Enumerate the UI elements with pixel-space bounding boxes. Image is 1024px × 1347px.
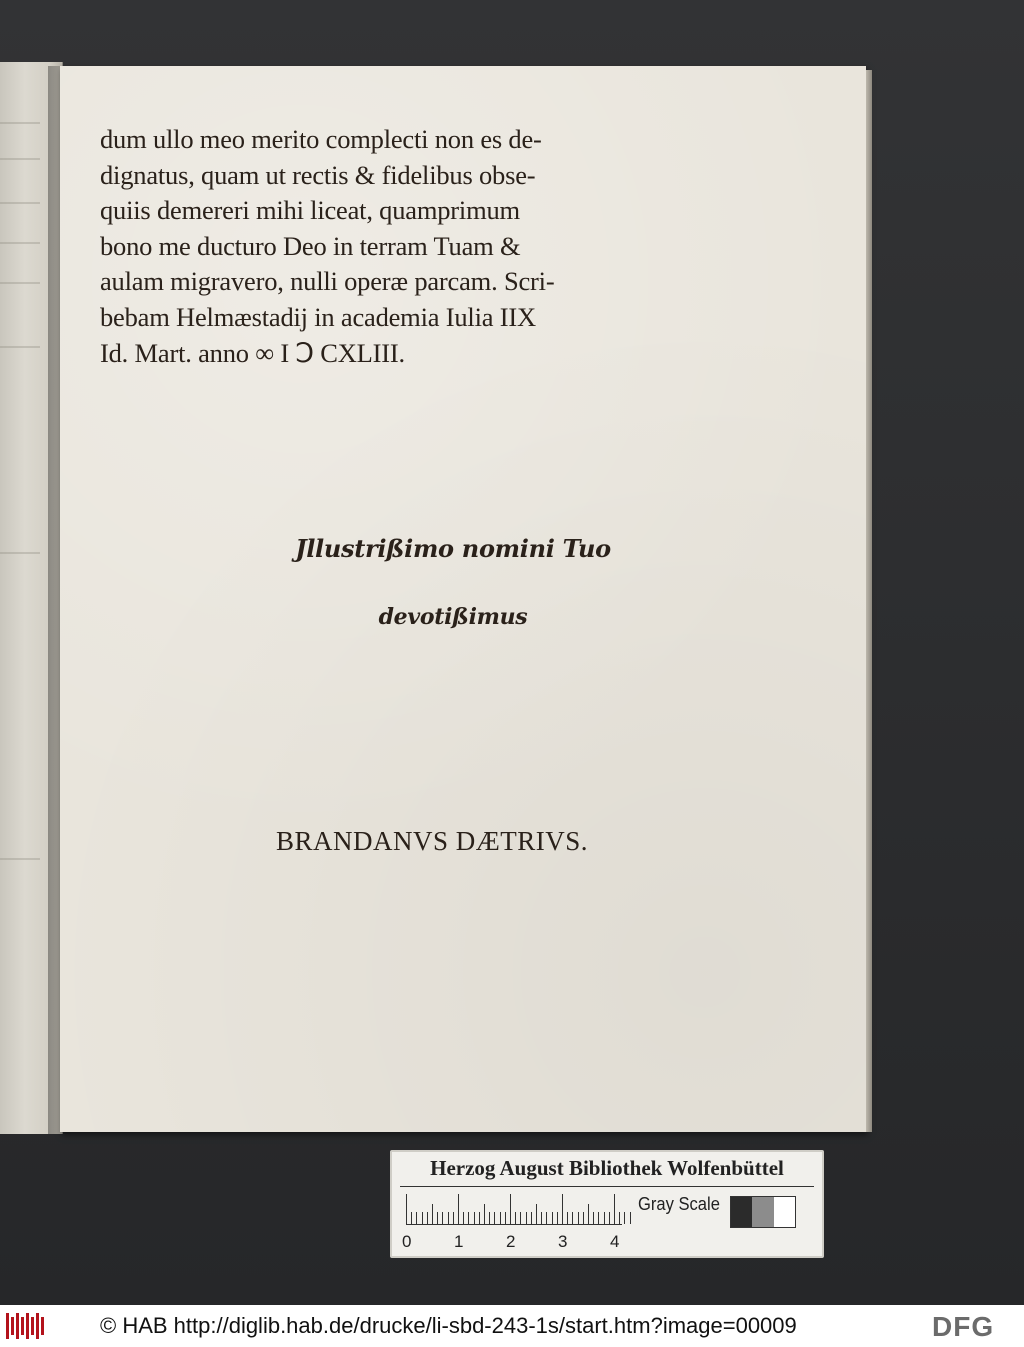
logo-bar [31,1317,34,1335]
ruler-tick [432,1204,433,1224]
ruler-tick [479,1212,480,1224]
text-line: bono me ducturo Deo in terram Tuam & [100,230,521,261]
ruler-tick [609,1212,610,1224]
ruler-tick [552,1212,553,1224]
ruler-tick [448,1212,449,1224]
logo-bar [26,1313,29,1339]
footer-bar [0,1305,1024,1347]
ruler-tick [583,1212,584,1224]
gray-patch [731,1197,752,1227]
ruler-tick [416,1212,417,1224]
ruler-tick [619,1212,620,1224]
card-divider [400,1186,814,1187]
bleed-mark [0,242,40,244]
ruler-tick [458,1194,459,1224]
ruler-baseline [406,1224,622,1225]
ruler-tick [567,1212,568,1224]
bleed-mark [0,202,40,204]
text-line: dignatus, quam ut rectis & fidelibus obse- [100,159,536,190]
ruler-tick [411,1212,412,1224]
logo-bar [21,1317,24,1335]
ruler-tick [546,1212,547,1224]
book-page [60,66,866,1132]
ruler-tick [531,1212,532,1224]
ruler-tick [520,1212,521,1224]
color-scale-card [390,1150,824,1258]
ruler-tick [406,1194,407,1224]
gray-scale-patches [730,1196,796,1228]
ruler-tick [541,1212,542,1224]
ruler-label: 4 [610,1232,620,1251]
ruler-label: 0 [402,1232,412,1251]
bleed-mark [0,552,40,554]
ruler-tick [437,1212,438,1224]
ruler-tick [536,1204,537,1224]
text-line: dum ullo meo merito complecti non es de- [100,124,542,154]
ruler-tick [505,1212,506,1224]
logo-bar [16,1313,19,1339]
source-url: © HAB http://diglib.hab.de/drucke/li-sbd-243-1s/start.htm?image=00009 [100,1313,797,1338]
bleed-mark [0,858,40,860]
ruler-label: 3 [558,1232,568,1251]
text-line: bebam Helmæstadij in academia Iulia IIX [100,301,536,332]
logo-bar [36,1313,39,1339]
closing-dedication: Jllustrißimo nomini Tuo [295,534,611,563]
ruler-tick [588,1204,589,1224]
ruler-tick [593,1212,594,1224]
ruler-tick [494,1212,495,1224]
ruler-tick [578,1212,579,1224]
closing-devotion: devotißimus [378,604,528,630]
text-line: quiis demereri mihi liceat, quamprimum [100,195,520,226]
logo-bar [41,1317,44,1335]
ruler-tick [474,1212,475,1224]
text-line: aulam migravero, nulli operæ parcam. Scri- [100,266,555,297]
gray-patch [752,1197,773,1227]
text-line: Id. Mart. anno ∞ I Ↄ CXLIII. [100,337,405,368]
bleed-mark [0,158,40,160]
ruler-tick [557,1212,558,1224]
hab-logo-icon [6,1313,46,1339]
ruler-tick [572,1212,573,1224]
dfg-logo: DFG [932,1311,995,1342]
body-text [100,122,660,371]
ruler-tick [624,1212,625,1224]
ruler-label: 1 [454,1232,464,1251]
ruler-label: 2 [506,1232,516,1251]
bleed-mark [0,346,40,348]
ruler-tick [515,1212,516,1224]
ruler-tick [500,1212,501,1224]
ruler-tick [463,1212,464,1224]
ruler-tick [598,1212,599,1224]
ruler-tick [630,1212,631,1224]
ruler-tick [489,1212,490,1224]
ruler-tick [614,1194,615,1224]
logo-bar [6,1313,9,1339]
library-name: Herzog August Bibliothek Wolfenbüttel [430,1156,784,1180]
author-signature: BRANDANVS DÆTRIVS. [276,826,589,856]
ruler-tick [562,1194,563,1224]
page-edge [866,70,872,1132]
ruler-tick [484,1204,485,1224]
gray-scale-label: Gray Scale [638,1194,720,1214]
gray-patch [774,1197,795,1227]
measurement-ruler [406,1194,622,1228]
bleed-mark [0,122,40,124]
ruler-labels [402,1232,632,1256]
logo-bar [11,1317,14,1335]
ruler-tick [468,1212,469,1224]
ruler-tick [442,1212,443,1224]
bleed-mark [0,282,40,284]
ruler-tick [510,1194,511,1224]
ruler-tick [526,1212,527,1224]
ruler-tick [427,1212,428,1224]
ruler-tick [453,1212,454,1224]
ruler-tick [604,1212,605,1224]
ruler-tick [422,1212,423,1224]
